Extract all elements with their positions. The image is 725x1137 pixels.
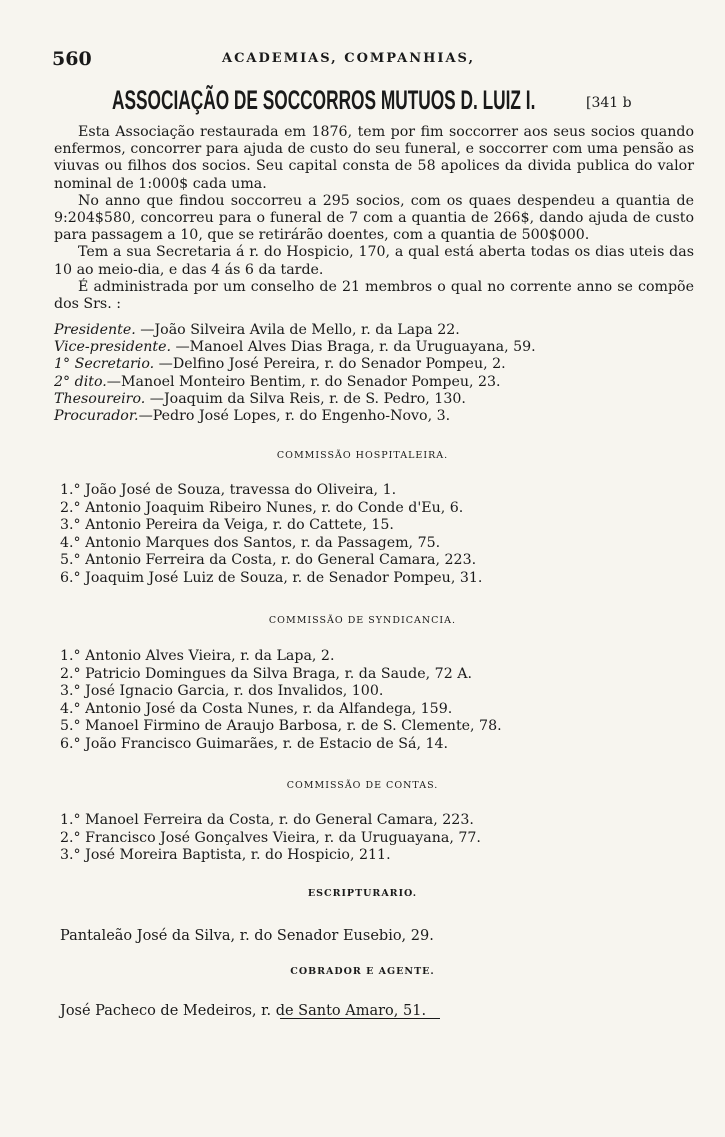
list-item: 6.° João Francisco Guimarães, r. de Estacio de Sá, 14. <box>60 735 449 752</box>
list-item: 2.° Patricio Domingues da Silva Braga, r. da Saude, 72 A. <box>60 665 472 682</box>
board-role: Presidente. <box>54 322 136 338</box>
board-role: 1° Secretario. <box>54 356 155 373</box>
board-entry <box>54 374 694 391</box>
member-list-hospitaleira <box>60 482 680 588</box>
list-item: 1.° Antonio Alves Vieira, r. da Lapa, 2. <box>60 648 335 664</box>
list-item: 4.° Antonio José da Costa Nunes, r. da Alfandega, 159. <box>60 700 453 717</box>
board-entry <box>54 322 694 339</box>
section-heading-cobrador: COBRADOR E AGENTE. <box>290 966 435 977</box>
running-title: ACADEMIAS, COMPANHIAS, <box>222 51 475 66</box>
board-entry <box>54 339 694 356</box>
paragraph: No anno que findou soccorreu a 295 socios, com os quaes despendeu a quantia de 9:204$580, concorreu para o funeral de 7 com a quantia de 266$, dando ajuda de custo para passagem a 10, que se retirárão doentes, com a quantia de 500$000. <box>54 192 694 244</box>
paragraph: Tem a sua Secretaria á r. do Hospicio, 170, a qual está aberta todas os dias uteis das 10 ao meio-dia, e das 4 ás 6 da tarde. <box>54 244 694 278</box>
board-member: —Pedro José Lopes, r. do Engenho-Novo, 3. <box>138 408 451 425</box>
list-item: 6.° Joaquim José Luiz de Souza, r. de Senador Pompeu, 31. <box>60 569 483 586</box>
board-role: Procurador. <box>54 408 139 425</box>
board-member: —Joaquim da Silva Reis, r. de S. Pedro, 130. <box>145 390 466 407</box>
section-heading-syndicancia: COMMISSÃO DE SYNDICANCIA. <box>268 615 457 626</box>
list-item: 2.° Antonio Joaquim Ribeiro Nunes, r. do Conde d'Eu, 6. <box>60 499 464 516</box>
list-item: 3.° José Moreira Baptista, r. do Hospicio, 211. <box>60 847 391 864</box>
running-head <box>52 48 692 70</box>
page-title: ASSOCIAÇÃO DE SOCCORROS MUTUOS D. LUIZ I. <box>112 85 536 115</box>
list-item: 5.° Antonio Ferreira da Costa, r. do General Camara, 223. <box>60 552 477 569</box>
paragraph: Esta Associação restaurada em 1876, tem por fim soccorrer aos seus socios quando enfermos, concorrer para ajuda de custo do seu funeral, e soccorrer com uma pensão as viuvas ou filhos dos socios. Seu capital consta de 58 apolices da divida publica do valor nominal de 1:000$ cada uma. <box>54 124 694 192</box>
section-heading-contas: COMMISSÃO DE CONTAS. <box>286 780 439 791</box>
board-role: Vice-presidente. <box>54 339 171 356</box>
board-entry <box>54 356 694 373</box>
list-item: 4.° Antonio Marques dos Santos, r. da Passagem, 75. <box>60 534 441 551</box>
board-list <box>54 322 694 425</box>
list-item: 3.° José Ignacio Garcia, r. dos Invalidos, 100. <box>60 683 384 700</box>
title-reference: [341 b <box>586 95 632 111</box>
intro-text <box>54 124 694 313</box>
board-member: —Manoel Alves Dias Braga, r. da Uruguayana, 59. <box>170 339 536 356</box>
escripturario-entry: Pantaleão José da Silva, r. do Senador Eusebio, 29. <box>60 928 434 944</box>
list-item: 2.° Francisco José Gonçalves Vieira, r. da Uruguayana, 77. <box>60 829 481 846</box>
member-list-contas <box>60 812 680 865</box>
list-item: 1.° João José de Souza, travessa do Oliveira, 1. <box>60 482 397 498</box>
board-role: 2° dito. <box>54 373 107 390</box>
section-heading-hospitaleira: COMMISSÃO HOSPITALEIRA. <box>276 450 449 461</box>
member-list-syndicancia <box>60 648 680 754</box>
list-item: 3.° Antonio Pereira da Veiga, r. do Cattete, 15. <box>60 517 394 534</box>
section-heading-escripturario: ESCRIPTURARIO. <box>307 888 418 899</box>
cobrador-entry: José Pacheco de Medeiros, r. de Santo Amaro, 51. <box>60 1003 427 1019</box>
board-member: —Manoel Monteiro Bentim, r. do Senador Pompeu, 23. <box>106 373 501 390</box>
board-entry <box>54 391 694 408</box>
end-rule <box>280 1018 440 1019</box>
paragraph: É administrada por um conselho de 21 membros o qual no corrente anno se compõe dos Srs. : <box>54 278 694 313</box>
board-role: Thesoureiro. <box>54 390 146 407</box>
board-member: —João Silveira Avila de Mello, r. da Lapa 22. <box>135 322 460 338</box>
list-item: 1.° Manoel Ferreira da Costa, r. do General Camara, 223. <box>60 812 474 828</box>
board-entry <box>54 408 694 425</box>
list-item: 5.° Manoel Firmino de Araujo Barbosa, r. de S. Clemente, 78. <box>60 718 502 735</box>
board-member: —Delfino José Pereira, r. do Senador Pompeu, 2. <box>154 356 506 373</box>
page-number: 560 <box>52 48 92 70</box>
